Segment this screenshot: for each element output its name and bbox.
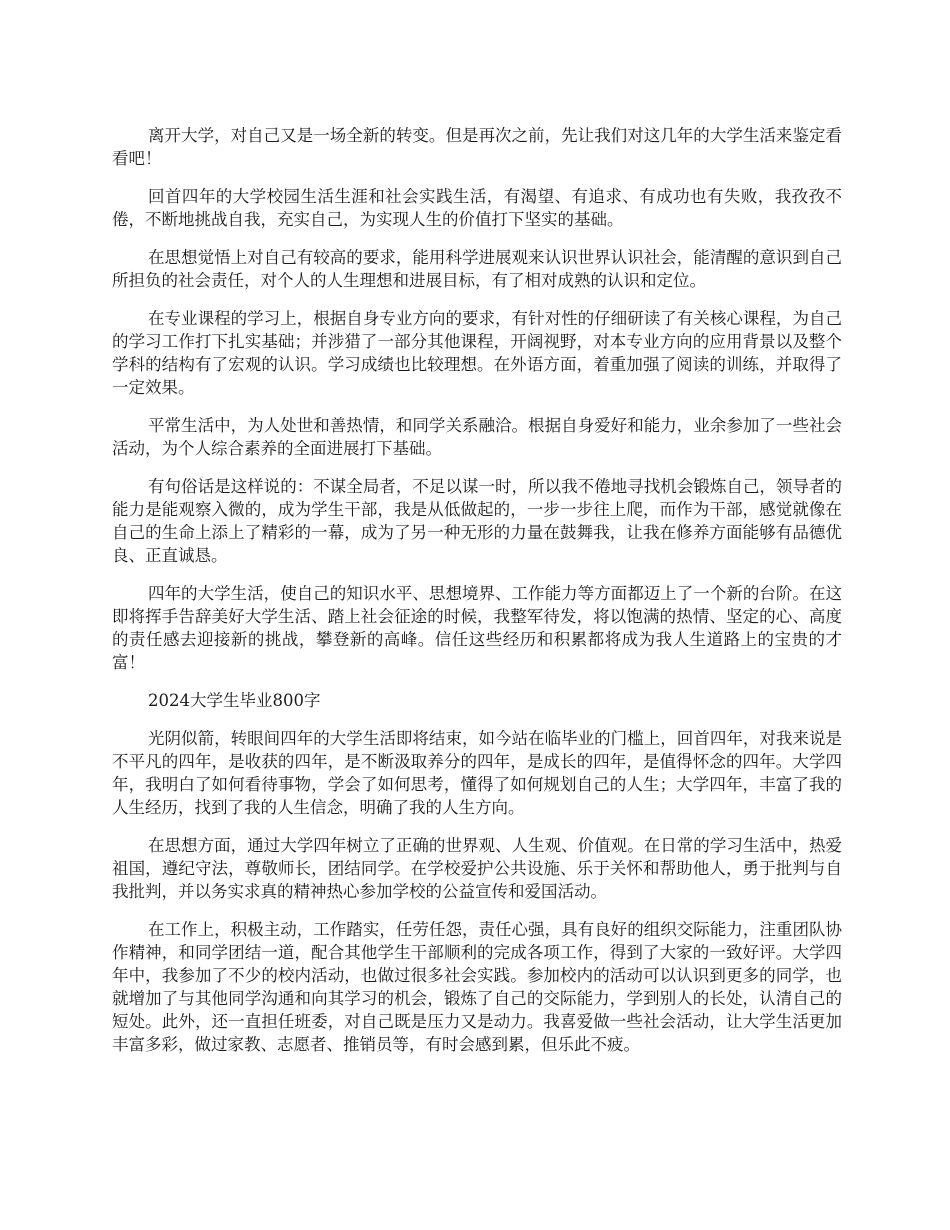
document-page: [112, 124, 842, 1071]
paragraph: 在专业课程的学习上，根据自身专业方向的要求，有针对性的仔细研读了有关核心课程，为自己的学习工作打下扎实基础；并涉猎了一部分其他课程，开阔视野，对本专业方向的应用背景以及整个学科的结构有了宏观的认识。学习成绩也比较理想。在外语方面，着重加强了阅读的训练，并取得了一定效果。: [112, 309, 842, 397]
paragraph: 在工作上，积极主动，工作踏实，任劳任怨，责任心强，具有良好的组织交际能力，注重团队协作精神，和同学团结一道，配合其他学生干部顺利的完成各项工作，得到了大家的一致好评。大学四年中，我参加了不少的校内活动，也做过很多社会实践。参加校内的活动可以认识到更多的同学，也就增加了与其他同学沟通和向其学习的机会，锻炼了自己的交际能力，学到别人的长处，认清自己的短处。此外，还一直担任班委，对自己既是压力又是动力。我喜爱做一些社会活动，让大学生活更加丰富多彩，做过家教、志愿者、推销员等，有时会感到累，但乐此不疲。: [112, 920, 842, 1054]
paragraph: 有句俗话是这样说的：不谋全局者，不足以谋一时，所以我不倦地寻找机会锻炼自己，领导者的能力是能观察入微的，成为学生干部，我是从低做起的，一步一步往上爬，而作为干部，感觉就像在自己的生命上添上了精彩的一幕，成为了另一种无形的力量在鼓舞我，让我在修养方面能够有品德优良、正直诚恳。: [112, 477, 842, 565]
paragraph: 光阴似箭，转眼间四年的大学生活即将结束，如今站在临毕业的门槛上，回首四年，对我来说是不平凡的四年，是收获的四年，是不断汲取养分的四年，是成长的四年，是值得怀念的四年。大学四年，我明白了如何看待事物，学会了如何思考，懂得了如何规划自己的人生；大学四年，丰富了我的人生经历，找到了我的人生信念，明确了我的人生方向。: [112, 729, 842, 817]
paragraph: 回首四年的大学校园生活生涯和社会实践生活，有渴望、有追求、有成功也有失败，我孜孜不倦，不断地挑战自我，充实自己，为实现人生的价值打下坚实的基础。: [112, 187, 842, 229]
paragraph: 在思想觉悟上对自己有较高的要求，能用科学进展观来认识世界认识社会，能清醒的意识到自己所担负的社会责任，对个人的人生理想和进展目标，有了相对成熟的认识和定位。: [112, 248, 842, 290]
paragraph: 离开大学，对自己又是一场全新的转变。但是再次之前，先让我们对这几年的大学生活来鉴定看看吧！: [112, 126, 842, 168]
section-title: 2024大学生毕业800字: [148, 691, 321, 710]
paragraph: 四年的大学生活，使自己的知识水平、思想境界、工作能力等方面都迈上了一个新的台阶。在这即将挥手告辞美好大学生活、踏上社会征途的时候，我整军待发，将以饱满的热情、坚定的心、高度的责任感去迎接新的挑战，攀登新的高峰。信任这些经历和积累都将成为我人生道路上的宝贵的才富！: [112, 584, 842, 672]
paragraph: 平常生活中，为人处世和善热情，和同学关系融洽。根据自身爱好和能力，业余参加了一些社会活动，为个人综合素养的全面进展打下基础。: [112, 416, 842, 458]
paragraph: 在思想方面，通过大学四年树立了正确的世界观、人生观、价值观。在日常的学习生活中，热爱祖国，遵纪守法，尊敬师长，团结同学。在学校爱护公共设施、乐于关怀和帮助他人，勇于批判与自我批判，并以务实求真的精神热心参加学校的公益宣传和爱国活动。: [112, 836, 842, 901]
